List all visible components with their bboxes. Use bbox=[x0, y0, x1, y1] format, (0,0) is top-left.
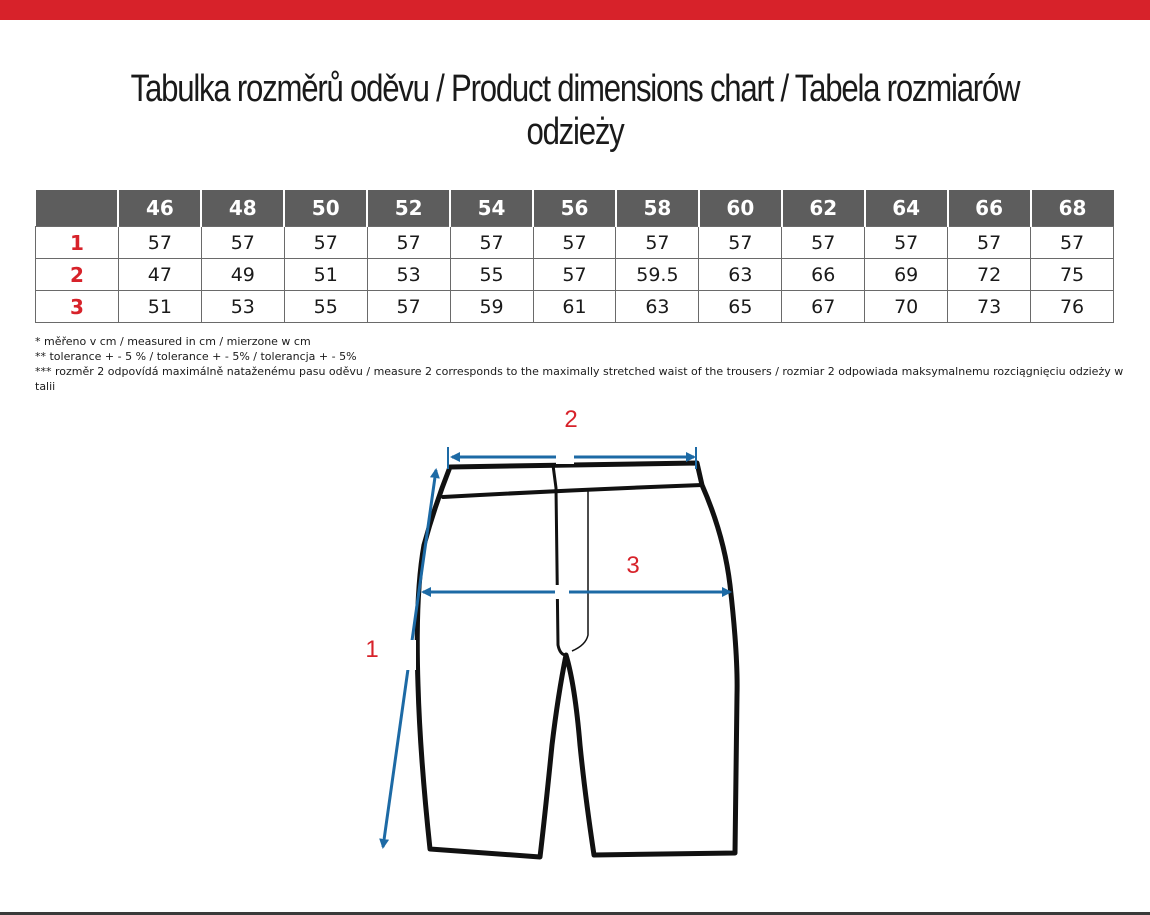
measure-row bbox=[36, 227, 1114, 259]
measure-cell: 57 bbox=[865, 227, 948, 259]
measure-cell: 73 bbox=[948, 291, 1031, 323]
measure-cell: 57 bbox=[367, 227, 450, 259]
measure-cell: 49 bbox=[201, 259, 284, 291]
header-cell-size: 56 bbox=[533, 190, 616, 227]
measure-cell: 75 bbox=[1031, 259, 1114, 291]
header-cell-size: 48 bbox=[201, 190, 284, 227]
measure-cell: 66 bbox=[782, 259, 865, 291]
header-cell-size: 62 bbox=[782, 190, 865, 227]
measure-cell: 53 bbox=[367, 259, 450, 291]
measure-cell: 57 bbox=[699, 227, 782, 259]
measure-cell: 70 bbox=[865, 291, 948, 323]
top-accent-bar bbox=[0, 0, 1150, 20]
measure-cell: 57 bbox=[284, 227, 367, 259]
measure-row bbox=[36, 259, 1114, 291]
measure-cell: 51 bbox=[284, 259, 367, 291]
header-cell-size: 46 bbox=[118, 190, 201, 227]
footnote-tolerance: ** tolerance + - 5 % / tolerance + - 5% / tolerancja + - 5% bbox=[35, 350, 357, 363]
measure-cell: 57 bbox=[201, 227, 284, 259]
measure-row-label: 3 bbox=[36, 291, 119, 323]
header-cell-size: 54 bbox=[450, 190, 533, 227]
measure-cell: 55 bbox=[284, 291, 367, 323]
measure-cell: 57 bbox=[367, 291, 450, 323]
size-header-row bbox=[36, 190, 1114, 227]
label-measure-3: 3 bbox=[626, 552, 640, 579]
header-cell-size: 60 bbox=[699, 190, 782, 227]
header-cell-size: 64 bbox=[865, 190, 948, 227]
header-cell-size: 58 bbox=[616, 190, 699, 227]
label-measure-2: 2 bbox=[564, 406, 578, 433]
header-cell-size: 68 bbox=[1031, 190, 1114, 227]
footnote-units: * měřeno v cm / measured in cm / mierzone w cm bbox=[35, 335, 311, 348]
measure-cell: 59 bbox=[450, 291, 533, 323]
measure-cell: 57 bbox=[1031, 227, 1114, 259]
fly-line bbox=[572, 490, 588, 651]
measure-cell: 69 bbox=[865, 259, 948, 291]
measure-cell: 57 bbox=[948, 227, 1031, 259]
shorts-outline bbox=[417, 463, 737, 857]
measure-cell: 65 bbox=[699, 291, 782, 323]
measure-cell: 63 bbox=[616, 291, 699, 323]
measure-cell: 67 bbox=[782, 291, 865, 323]
measure-cell: 47 bbox=[118, 259, 201, 291]
footnotes bbox=[35, 334, 1125, 394]
measure-cell: 61 bbox=[533, 291, 616, 323]
measure-cell: 72 bbox=[948, 259, 1031, 291]
measure-cell: 57 bbox=[533, 227, 616, 259]
shorts-diagram bbox=[0, 395, 1150, 875]
measure-cell: 63 bbox=[699, 259, 782, 291]
measure-cell: 53 bbox=[201, 291, 284, 323]
measure-row bbox=[36, 291, 1114, 323]
measure-row-label: 1 bbox=[36, 227, 119, 259]
measure-cell: 57 bbox=[118, 227, 201, 259]
footnote-waist: *** rozměr 2 odpovídá maximálně nataženému pasu oděvu / measure 2 corresponds to the maximally stretched waist of the trousers / rozmiar 2 odpowiada maksymalnemu rozciągnięciu odzieży w talii bbox=[35, 365, 1124, 393]
measure-cell: 59.5 bbox=[616, 259, 699, 291]
measure-cell: 57 bbox=[450, 227, 533, 259]
page-title: Tabulka rozměrů oděvu / Product dimensions chart / Tabela rozmiarów odzieży bbox=[130, 68, 1020, 153]
header-cell-size: 52 bbox=[367, 190, 450, 227]
header-cell-size: 50 bbox=[284, 190, 367, 227]
header-cell-size: 66 bbox=[948, 190, 1031, 227]
measure-cell: 76 bbox=[1031, 291, 1114, 323]
measure-cell: 55 bbox=[450, 259, 533, 291]
measure-row-label: 2 bbox=[36, 259, 119, 291]
measure-cell: 57 bbox=[616, 227, 699, 259]
measure-cell: 51 bbox=[118, 291, 201, 323]
size-table bbox=[35, 190, 1114, 323]
measure-cell: 57 bbox=[782, 227, 865, 259]
label-measure-1: 1 bbox=[365, 636, 379, 663]
header-cell-corner bbox=[36, 190, 119, 227]
measure-cell: 57 bbox=[533, 259, 616, 291]
